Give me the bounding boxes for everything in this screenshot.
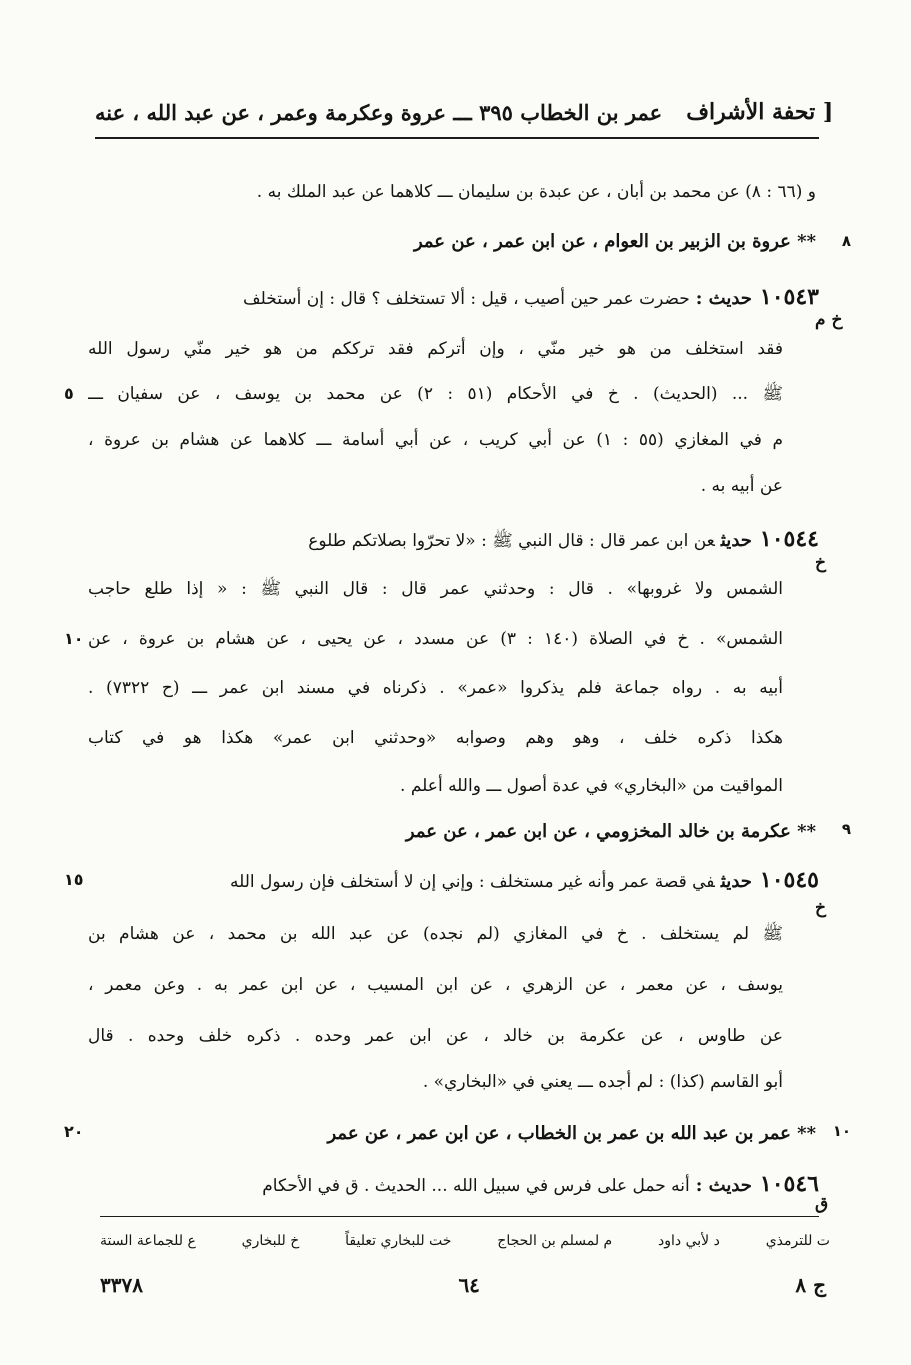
text-line: أبو القاسم (كذا) : لم أجده ـــ يعني في «البخاري» . [422,1072,783,1092]
hadith-line [89,1162,819,1206]
book-title: [ تحفة الأشراف [686,99,834,125]
hadith-label: حديث : [695,288,752,309]
abbreviation-item: م لمسلم بن الحجاج [497,1233,613,1249]
abbreviation-item: ت للترمذي [765,1233,830,1249]
hadith-sigla: خ م [815,310,843,330]
hadith-text: حضرت عمر حين أصيب ، قيل : ألا تستخلف ؟ قال : إن أستخلف [243,289,690,309]
hadith-number: ١٠٥٤٣ [759,284,819,310]
hadith-text: أنه حمل على فرس في سبيل الله ... الحديث . ق في الأحكام [262,1176,690,1196]
page-footer [100,1265,826,1305]
hadith-sigla: ق [815,1194,829,1214]
abbreviation-key [100,1233,830,1249]
text-line: م في المغازي (٥٥ : ١) عن أبي كريب ، عن أبي أسامة ـــ كلاهما عن هشام بن عروة ، [88,430,783,450]
section-heading: ** عروة بن الزبير بن العوام ، عن ابن عمر ، عن عمر [413,231,816,252]
hadith-line [89,275,819,319]
hadith-label: حديث [720,871,752,892]
abbreviation-item: خت للبخاري تعليقاً [345,1233,452,1249]
hadith-sigla: خ [815,898,826,918]
abbreviation-item: د لأبي داود [658,1233,720,1249]
text-line: عن أبيه به . [700,476,783,496]
text-line: عن طاوس ، عن عكرمة بن خالد ، عن ابن عمر وحده . ذكره خلف وحده . قال [88,1026,783,1046]
abbreviation-item: ع للجماعة الستة [100,1233,196,1249]
text-line: يوسف ، عن معمر ، عن الزهري ، عن ابن المسيب ، عن ابن عمر به . وعن معمر ، [88,975,783,995]
hadith-line [89,858,819,902]
text-line: ﷺ لم يستخلف . خ في المغازي (لم نجده) عن عبد الله بن محمد ، عن هشام بن [88,924,783,944]
hadith-line [89,517,819,561]
volume-number: ٣٣٧٨ [100,1273,143,1297]
text-line: هكذا ذكره خلف ، وهو وهم وصوابه «وحدثني ابن عمر» هكذا هو في كتاب [88,728,783,748]
text-line: فقد استخلف من هو خير منّي ، وإن أتركم فقد ترككم من هو خير منّي رسول الله [88,339,783,359]
section-number: ١٠ [832,1122,851,1140]
section-number: ٩ [841,820,851,838]
running-title: عمر بن الخطاب ٣٩٥ ـــ عروة وعكرمة وعمر ، عن عبد الله ، عنه [95,99,663,125]
hadith-text: عن ابن عمر قال : قال النبي ﷺ : «لا تحرّوا بصلاتكم طلوع [308,531,715,551]
hadith-text: في قصة عمر وأنه غير مستخلف : وإني إن لا أستخلف فإن رسول الله [229,872,715,892]
line-number: ٢٠ [64,1122,84,1141]
text-line: ﷺ ... (الحديث) . خ في الأحكام (٥١ : ٢) عن محمد بن يوسف ، عن سفيان ـــ [88,384,783,404]
hadith-number: ١٠٥٤٤ [759,526,819,552]
line-number: ١٠ [64,629,84,648]
part-number: ج ٨ [795,1273,826,1297]
page-number: ٦٤ [458,1273,480,1297]
section-number: ٨ [841,232,851,250]
hadith-sigla: خ [815,553,826,573]
text-line: المواقيت من «البخاري» في عدة أصول ـــ والله أعلم . [400,776,783,796]
line-number: ٥ [64,384,74,403]
hadith-label: حديث : [695,1175,752,1196]
hadith-label: حديث [720,530,752,551]
section-heading: ** عمر بن عبد الله بن عمر بن الخطاب ، عن ابن عمر ، عن عمر [327,1123,816,1144]
abbreviation-item: خ للبخاري [241,1233,300,1249]
text-line: الشمس» . خ في الصلاة (١٤٠ : ٣) عن مسدد ، عن يحيى ، عن هشام بن عروة ، عن [88,629,783,649]
text-line: أبيه به . رواه جماعة فلم يذكروا «عمر» . ذكرناه في مسند ابن عمر ـــ (ح ٧٣٢٢) . [88,678,783,698]
text-line: الشمس ولا غروبها» . قال : وحدثني عمر قال : قال النبي ﷺ : « إذا طلع حاجب [88,579,783,599]
header-rule [95,137,819,139]
page-header [95,92,834,132]
section-heading: ** عكرمة بن خالد المخزومي ، عن ابن عمر ، عن عمر [405,821,816,842]
footer-rule [100,1216,819,1217]
hadith-number: ١٠٥٤٦ [759,1171,819,1197]
hadith-number: ١٠٥٤٥ [759,867,819,893]
text-line: و (٦٦ : ٨) عن محمد بن أبان ، عن عبدة بن سليمان ـــ كلاهما عن عبد الملك به . [256,182,816,202]
line-number: ١٥ [64,870,84,889]
